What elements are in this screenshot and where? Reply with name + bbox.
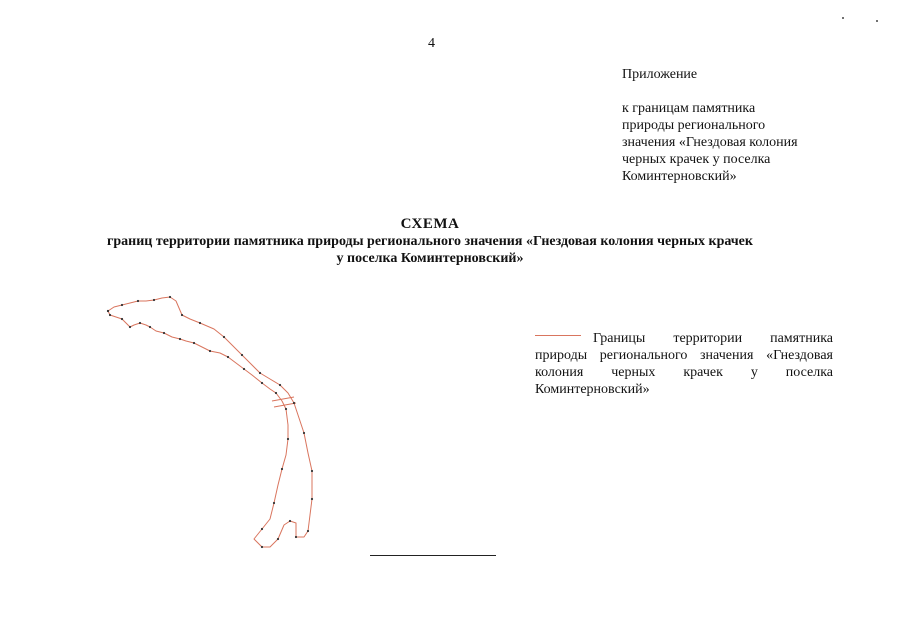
boundary-vertex (149, 326, 151, 328)
boundary-vertex (287, 438, 289, 440)
boundary-vertex (181, 314, 183, 316)
appendix-body: к границам памятника природы регионального значения «Гнездовая колония черных крачек у поселка Коминтерновский» (622, 101, 798, 184)
title-block (60, 216, 800, 267)
page-number: 4 (428, 36, 435, 51)
boundary-vertex (273, 502, 275, 504)
boundary-vertex (277, 538, 279, 540)
boundary-vertex (137, 300, 139, 302)
boundary-vertex (311, 498, 313, 500)
appendix-block (622, 66, 832, 185)
scheme-title: СХЕМА (400, 216, 460, 232)
boundary-vertex (279, 384, 281, 386)
legend-block (535, 330, 833, 398)
boundary-vertex (261, 382, 263, 384)
boundary-vertex (169, 296, 171, 298)
boundary-vertices (107, 296, 313, 548)
boundary-vertex (129, 326, 131, 328)
boundary-vertex (243, 368, 245, 370)
boundary-scheme-map (90, 285, 350, 555)
boundary-vertex (311, 470, 313, 472)
scan-speck (876, 20, 878, 22)
boundary-vertex (281, 468, 283, 470)
boundary-vertex (153, 299, 155, 301)
boundary-vertex (285, 408, 287, 410)
boundary-vertex (179, 338, 181, 340)
boundary-vertex (139, 322, 141, 324)
legend-text: Границы территории памятника природы регионального значения «Гнездовая колония черных крачек у поселка Коминтерновский» (535, 331, 833, 397)
boundary-outline (108, 297, 312, 547)
boundary-vertex (275, 392, 277, 394)
boundary-vertex (295, 536, 297, 538)
boundary-vertex (107, 310, 109, 312)
boundary-vertex (163, 332, 165, 334)
boundary-vertex (307, 530, 309, 532)
scheme-subtitle: границ территории памятника природы регионального значения «Гнездовая колония черных крачек у поселка Коминтерновский» (107, 234, 753, 266)
boundary-vertex (193, 342, 195, 344)
boundary-vertex (289, 520, 291, 522)
inner-divider-line (272, 397, 294, 401)
boundary-vertex (199, 322, 201, 324)
appendix-heading: Приложение (622, 67, 698, 82)
boundary-vertex (303, 432, 305, 434)
boundary-vertex (209, 350, 211, 352)
legend-line-swatch (535, 335, 581, 336)
boundary-vertex (293, 402, 295, 404)
closing-rule (370, 555, 496, 556)
boundary-vertex (223, 336, 225, 338)
scan-speck (842, 17, 844, 19)
boundary-vertex (121, 318, 123, 320)
boundary-vertex (261, 546, 263, 548)
boundary-vertex (241, 354, 243, 356)
boundary-vertex (227, 356, 229, 358)
boundary-vertex (121, 304, 123, 306)
boundary-vertex (259, 372, 261, 374)
boundary-vertex (261, 528, 263, 530)
boundary-vertex (109, 314, 111, 316)
